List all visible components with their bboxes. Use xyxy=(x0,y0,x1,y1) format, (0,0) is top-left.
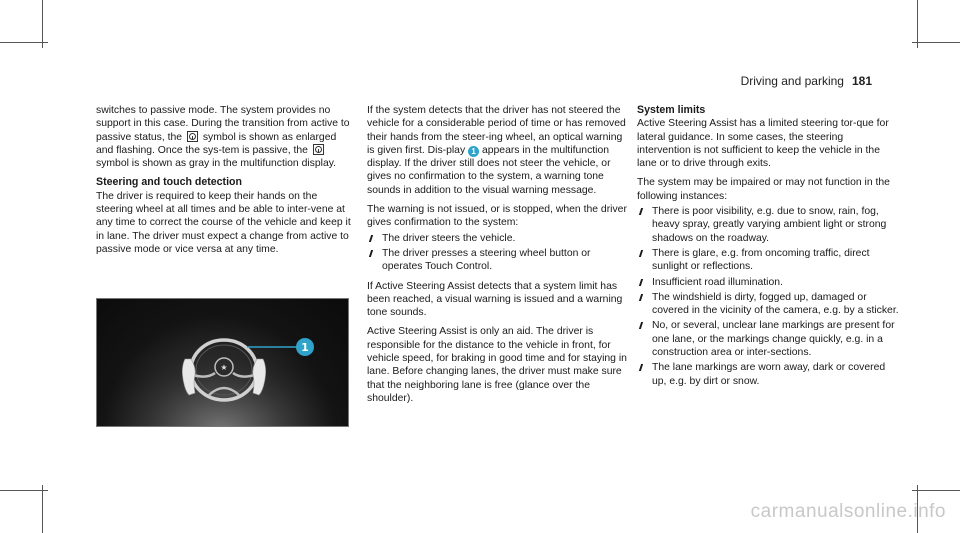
paragraph: If Active Steering Assist detects that a system limit has been reached, a visual warning is issued and a warning tone sounds. xyxy=(367,280,623,319)
bullet-list xyxy=(367,232,627,274)
crop-mark xyxy=(0,490,48,491)
watermark: carmanualsonline.info xyxy=(750,501,946,522)
crop-mark xyxy=(912,42,960,43)
list-item: The lane markings are worn away, dark or covered up, e.g. by dirt or snow. xyxy=(637,361,899,388)
crop-mark xyxy=(912,490,960,491)
page-header xyxy=(741,74,872,88)
steering-wheel-figure xyxy=(96,298,349,427)
list-item: There is glare, e.g. from oncoming traffic, direct sunlight or reflections. xyxy=(637,247,899,274)
paragraph: Active Steering Assist has a limited steering tor‐que for lateral guidance. In some cases, the steering intervention is not sufficient to keep the vehicle in the lane or to drive through exits. xyxy=(637,118,889,170)
section-title: Driving and parking xyxy=(740,74,844,88)
steering-wheel-icon xyxy=(187,131,198,142)
steering-wheel-icon xyxy=(313,144,324,155)
paragraph: Active Steering Assist is only an aid. The driver is responsible for the distance to the vehicle in front, for vehicle speed, for braking in good time and for staying in lane. Before changing lanes, the driver must make sure that the neighboring lane is free (glance over the shoulder). xyxy=(367,326,627,404)
list-item: Insufficient road illumination. xyxy=(637,276,899,289)
crop-mark xyxy=(42,0,43,48)
crop-mark xyxy=(0,42,48,43)
callout-number: 1 xyxy=(301,341,309,354)
section-heading: Steering and touch detection xyxy=(96,176,242,189)
paragraph: If the system detects that the driver has not steered the vehicle for a considerable period of time or has removed their hands from the steer‐ing wheel, an optical warning is given first. Dis‐play 1 appears in the multifunction display. If the driver still does not steer the vehicle, or gives no confirmation to the system, a warning tone sounds in addition to the visual warning message. xyxy=(367,105,626,196)
list-item: There is poor visibility, e.g. due to snow, rain, fog, heavy spray, greatly varying ambient light or strong shadows on the roadway. xyxy=(637,205,899,245)
callout-1-badge: 1 xyxy=(468,146,479,157)
list-item: The driver steers the vehicle. xyxy=(367,232,627,245)
paragraph: The warning is not issued, or is stopped, when the driver gives confirmation to the system: xyxy=(367,204,627,229)
section-heading: System limits xyxy=(637,104,706,116)
page-number: 181 xyxy=(851,74,872,88)
svg-text:★: ★ xyxy=(220,363,228,372)
crop-mark xyxy=(917,0,918,48)
list-item: The windshield is dirty, fogged up, damaged or covered in the vicinity of the camera, e.g. by a sticker. xyxy=(637,291,899,318)
crop-mark xyxy=(42,485,43,533)
paragraph: The driver is required to keep their hands on the steering wheel at all times and be able to inter‐vene at any time to correct the course of the vehicle and keep it in lane. The driver must expect a change from active to passive mode or vice versa at any time. xyxy=(96,190,351,255)
list-item: The driver presses a steering wheel button or operates Touch Control. xyxy=(367,247,627,274)
bullet-list xyxy=(637,205,899,388)
paragraph: switches to passive mode. The system provides no support in this case. During the transition from active to passive status, the symbol is shown as enlarged and flashing. Once the sys‐tem is passive, the symbol is shown as gray in the multifunction display. xyxy=(96,105,350,170)
column-2 xyxy=(367,104,627,411)
list-item: No, or several, unclear lane markings are present for one lane, or the markings change quickly, e.g. in a construction area or inter‐sections. xyxy=(637,319,899,359)
figure-illustration xyxy=(97,299,349,427)
column-1 xyxy=(96,104,354,262)
paragraph: The system may be impaired or may not function in the following instances: xyxy=(637,177,890,202)
column-3 xyxy=(637,104,899,394)
